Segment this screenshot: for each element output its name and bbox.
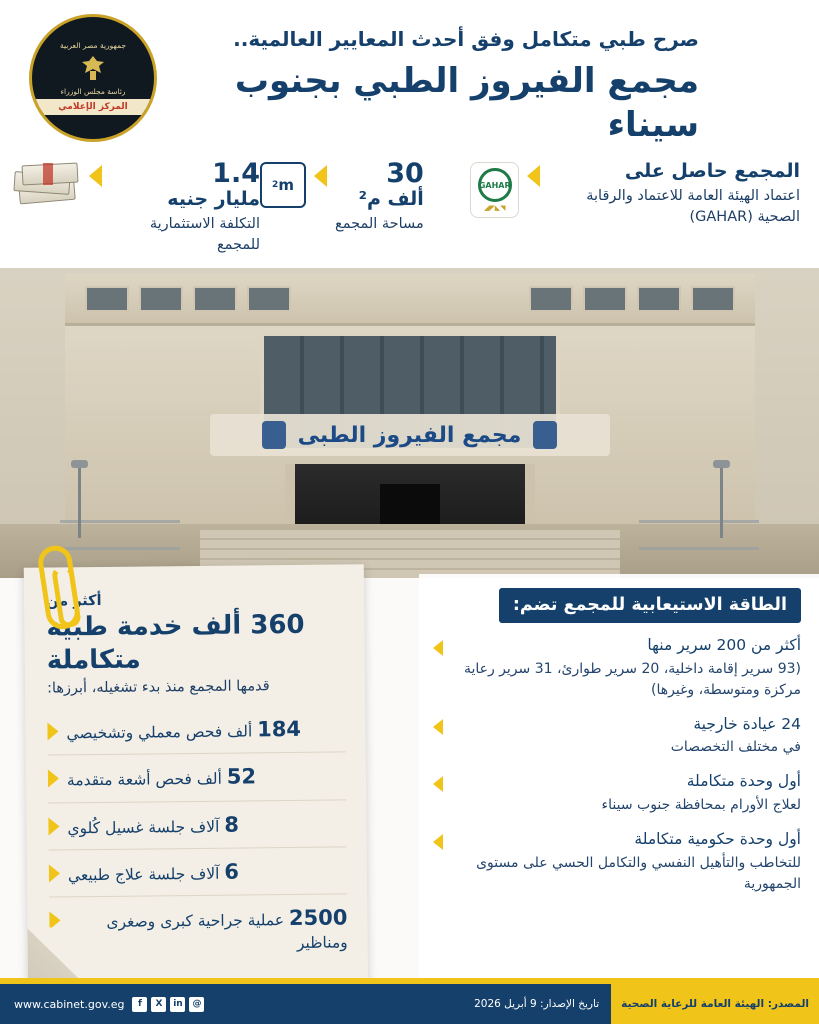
note-row-lab-tests bbox=[47, 705, 345, 754]
hero-photo bbox=[0, 268, 819, 578]
note-row-physiotherapy bbox=[49, 846, 347, 896]
chevron-left-icon bbox=[433, 834, 443, 850]
kpi-accreditation bbox=[470, 160, 800, 228]
photo-lamp-right bbox=[720, 466, 723, 538]
footer-accent-strip bbox=[0, 978, 819, 984]
note-row-radiology-text bbox=[67, 763, 256, 793]
footer-website-url[interactable]: www.cabinet.gov.eg bbox=[14, 997, 125, 1011]
note-row-radiology-value: 52 bbox=[226, 764, 257, 790]
square-meter-icon: m 2 bbox=[260, 162, 306, 208]
capacity-heading: الطاقة الاستيعابية للمجمع تضم: bbox=[499, 588, 801, 623]
logo-line-3: المركز الإعلامي bbox=[32, 99, 154, 115]
capacity-item-oncology-detail: لعلاج الأورام بمحافظة جنوب سيناء bbox=[601, 797, 801, 814]
eagle-emblem-icon bbox=[76, 52, 110, 86]
kpi-area-value: 30 bbox=[386, 158, 424, 189]
note-subline: قدمها المجمع منذ بدء تشغيله، أبرزها: bbox=[46, 678, 270, 697]
note-more-than: أكثر من bbox=[46, 592, 102, 610]
note-header bbox=[46, 590, 345, 696]
note-row-surgeries-label: عملية جراحية كبرى وصغرى ومناظير bbox=[106, 911, 348, 952]
capacity-item-clinics bbox=[433, 714, 801, 759]
photo-lamp-left bbox=[78, 466, 81, 538]
footer-website-block[interactable] bbox=[0, 997, 204, 1012]
note-row-dialysis bbox=[48, 799, 346, 849]
chevron-left-icon bbox=[433, 640, 443, 656]
social-icons[interactable] bbox=[132, 997, 204, 1012]
footer-date: تاريخ الإصدار: 9 أبريل 2026 bbox=[474, 998, 600, 1010]
note-headline: 360 ألف خدمة طبية متكاملة bbox=[46, 609, 305, 676]
logo-line-1: جمهورية مصر العربية bbox=[60, 40, 126, 50]
chevron-right-icon bbox=[49, 912, 60, 930]
kpi-accreditation-text bbox=[548, 160, 800, 228]
kpi-area-text bbox=[335, 160, 424, 235]
linkedin-icon[interactable]: in bbox=[170, 997, 185, 1012]
note-list bbox=[47, 705, 348, 965]
logo-line-2: رئاسة مجلس الوزراء bbox=[60, 87, 126, 97]
capacity-item-rehab bbox=[433, 829, 801, 895]
kpi-investment-text bbox=[110, 160, 260, 256]
note-row-dialysis-label: آلاف جلسة غسيل كُلوي bbox=[67, 817, 220, 838]
kpi-accreditation-label: اعتماد الهيئة العامة للاعتماد والرقابة الصحية (GAHAR) bbox=[586, 187, 800, 225]
instagram-icon[interactable]: @ bbox=[189, 997, 204, 1012]
kpi-accreditation-value: المجمع حاصل على bbox=[624, 160, 800, 182]
note-row-surgeries-value: 2500 bbox=[288, 905, 348, 931]
window-row-right bbox=[529, 286, 735, 312]
facebook-icon[interactable]: f bbox=[132, 997, 147, 1012]
note-row-radiology bbox=[48, 752, 346, 802]
kpi-investment-cost bbox=[10, 160, 260, 256]
chevron-left-icon bbox=[527, 165, 540, 187]
capacity-item-beds-main: أكثر من 200 سرير منها bbox=[647, 636, 801, 654]
chevron-left-icon bbox=[433, 719, 443, 735]
capacity-item-rehab-detail: للتخاطب والتأهيل النفسي والتكامل الحسي على مستوى الجمهورية bbox=[476, 854, 801, 892]
sign-logo-icon bbox=[262, 421, 286, 449]
kpi-area-label: مساحة المجمع bbox=[335, 216, 424, 233]
header-subtitle: صرح طبي متكامل وفق أحدث المعايير العالمية.. bbox=[233, 27, 699, 51]
services-note-card bbox=[24, 564, 368, 998]
note-row-dialysis-value: 8 bbox=[224, 812, 240, 837]
chevron-left-icon bbox=[433, 776, 443, 792]
kpi-area-unit: ألف م² bbox=[358, 188, 424, 211]
capacity-item-oncology-main: أول وحدة متكاملة bbox=[686, 772, 801, 791]
note-row-surgeries bbox=[49, 894, 348, 965]
capacity-item-clinics-main: 24 عيادة خارجية bbox=[693, 714, 801, 733]
window-row-left bbox=[85, 286, 291, 312]
note-row-radiology-label: ألف فحص أشعة متقدمة bbox=[66, 770, 222, 790]
kpi-area bbox=[260, 160, 470, 235]
header-text-block bbox=[179, 26, 699, 147]
gahar-seal-icon: GAHAR ◥◣◤◢ bbox=[470, 162, 519, 218]
capacity-item-beds bbox=[433, 635, 801, 701]
kpi-investment-value: 1.4 bbox=[212, 158, 260, 189]
chevron-left-icon bbox=[89, 165, 102, 187]
note-row-lab-tests-label: ألف فحص معملي وتشخيصي bbox=[66, 722, 253, 743]
kpi-investment-label: التكلفة الاستثمارية للمجمع bbox=[149, 216, 260, 254]
cabinet-media-center-logo bbox=[29, 14, 157, 142]
capacity-item-beds-detail: (93 سرير إقامة داخلية، 20 سرير طوارئ، 31 سرير رعاية مركزة ومتوسطة، وغيرها) bbox=[463, 660, 801, 698]
capacity-panel bbox=[419, 574, 819, 984]
building-sign-text: مجمع الفيروز الطبى bbox=[297, 422, 522, 448]
capacity-item-clinics-detail: في مختلف التخصصات bbox=[670, 739, 801, 756]
note-row-lab-tests-text bbox=[66, 715, 301, 746]
capacity-item-oncology bbox=[433, 771, 801, 816]
footer-source: المصدر: الهيئة العامة للرعاية الصحية bbox=[611, 984, 819, 1024]
note-row-physiotherapy-text bbox=[68, 858, 239, 888]
note-row-physiotherapy-value: 6 bbox=[224, 859, 240, 884]
chevron-right-icon bbox=[47, 722, 58, 740]
money-stack-icon bbox=[10, 162, 81, 208]
chevron-right-icon bbox=[48, 817, 59, 835]
chevron-right-icon bbox=[49, 864, 60, 882]
kpi-investment-unit: مليار جنيه bbox=[167, 188, 260, 211]
photo-building bbox=[65, 274, 755, 524]
footer bbox=[0, 984, 819, 1024]
page-title: مجمع الفيروز الطبي بجنوب سيناء bbox=[234, 61, 699, 146]
note-row-dialysis-text bbox=[67, 810, 239, 840]
note-row-surgeries-text bbox=[68, 904, 348, 956]
capacity-item-rehab-main: أول وحدة حكومية متكاملة bbox=[634, 830, 801, 849]
x-twitter-icon[interactable]: X bbox=[151, 997, 166, 1012]
kpi-row bbox=[0, 160, 819, 258]
chevron-right-icon bbox=[48, 770, 59, 788]
chevron-left-icon bbox=[314, 165, 327, 187]
sign-emblem-icon bbox=[533, 421, 557, 449]
building-sign bbox=[210, 414, 610, 456]
note-row-physiotherapy-label: آلاف جلسة علاج طبيعي bbox=[67, 864, 220, 885]
photo-ramp-right bbox=[639, 520, 759, 550]
note-row-lab-tests-value: 184 bbox=[257, 716, 302, 742]
